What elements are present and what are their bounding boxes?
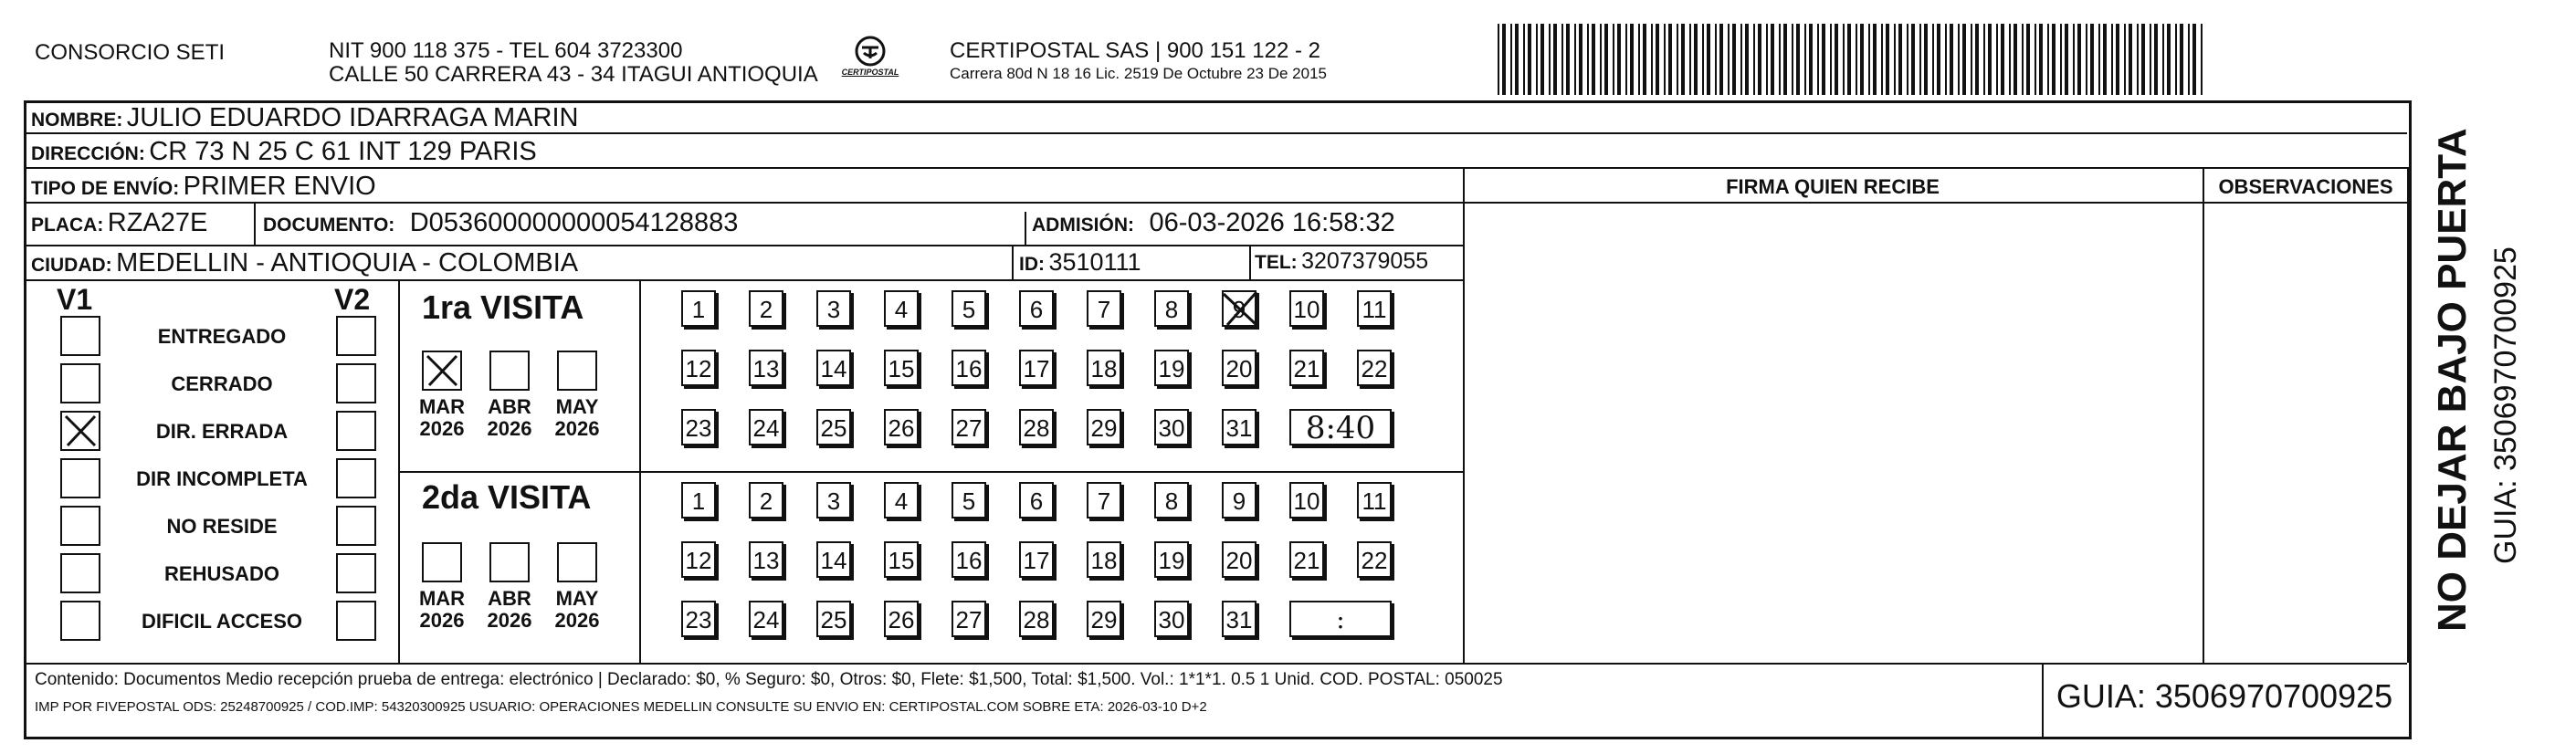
first-visit-day-2[interactable]: 2 (749, 290, 783, 327)
v1-label: V1 (57, 283, 93, 316)
first-visit-day-19[interactable]: 19 (1154, 350, 1189, 386)
first-visit-day-18[interactable]: 18 (1087, 350, 1121, 386)
tipo-envio-field (31, 172, 376, 202)
barcode (1498, 24, 2210, 95)
documento-field (263, 208, 738, 238)
second-visit-month-label (482, 588, 537, 632)
direccion-field (31, 137, 537, 167)
first-visit-day-23[interactable]: 23 (681, 409, 716, 445)
second-visit-title: 2da VISITA (422, 478, 592, 516)
second-visit-day-16[interactable]: 16 (952, 541, 986, 578)
id-field (1019, 248, 1141, 277)
cell-divider (1249, 245, 1251, 279)
second-visit-day-6[interactable]: 6 (1019, 482, 1054, 518)
first-visit-day-24[interactable]: 24 (749, 409, 783, 445)
month-year: 2026 (487, 609, 532, 632)
v2-label: V2 (334, 283, 371, 316)
first-visit-day-30[interactable]: 30 (1154, 409, 1189, 445)
status-label: ENTREGADO (157, 325, 287, 348)
first-visit-day-31[interactable]: 31 (1222, 409, 1256, 445)
status-label: CERRADO (171, 372, 273, 395)
v2-status-checkbox[interactable] (336, 506, 376, 546)
cell-divider (254, 202, 256, 245)
footer-guia: GUIA: 3506970700925 (2056, 677, 2393, 715)
second-visit-day-1[interactable]: 1 (681, 482, 716, 518)
month-name: ABR (488, 395, 531, 418)
ciudad-field (31, 248, 578, 278)
second-visit-month-checkbox[interactable] (489, 542, 530, 582)
column-divider (1463, 167, 1465, 663)
cell-divider (1025, 212, 1026, 245)
admision-label: ADMISIÓN: (1032, 215, 1134, 236)
first-visit-day-26[interactable]: 26 (884, 409, 919, 445)
first-visit-month-label (550, 396, 605, 440)
cell-divider (1012, 245, 1014, 279)
second-visit-day-27[interactable]: 27 (952, 601, 986, 637)
status-label: DIR INCOMPLETA (136, 467, 308, 490)
placa-label: PLACA: (31, 215, 104, 236)
second-visit-day-31[interactable]: 31 (1222, 601, 1256, 637)
v1-status-checkbox[interactable] (60, 553, 100, 593)
second-visit-day-22[interactable]: 22 (1357, 541, 1392, 578)
footer-imp: IMP POR FIVEPOSTAL ODS: 25248700925 / COD.IMP: 54320300925 USUARIO: OPERACIONES MEDELLIN CONSULTE SU ENVIO EN: CERTIPOSTAL.COM SOBRE ETA: 2026-03-10 D+2 (35, 699, 1207, 715)
second-visit-day-21[interactable]: 21 (1289, 541, 1324, 578)
first-visit-day-3[interactable]: 3 (816, 290, 851, 327)
footer-content: Contenido: Documentos Medio recepción prueba de entrega: electrónico | Declarado: $0, % Seguro: $0, Otros: $0, Flete: $1,500, Total: $1,500. Vol.: 1*1*1. 0.5 1 Unid. COD. POSTAL: 050025 (35, 670, 1503, 689)
first-visit-day-29[interactable]: 29 (1087, 409, 1121, 445)
status-label: REHUSADO (164, 562, 279, 585)
admision-value: 06-03-2026 16:58:32 (1149, 208, 1395, 237)
status-label: NO RESIDE (166, 515, 278, 538)
second-visit-day-5[interactable]: 5 (952, 482, 986, 518)
documento-label: DOCUMENTO: (263, 215, 395, 236)
status-label: DIR. ERRADA (155, 420, 289, 443)
month-name: MAY (555, 587, 599, 610)
column-divider (2407, 167, 2409, 663)
second-visit-day-26[interactable]: 26 (884, 601, 919, 637)
tipo-envio-value: PRIMER ENVIO (183, 172, 376, 201)
nombre-value: JULIO EDUARDO IDARRAGA MARIN (126, 103, 579, 132)
second-visit-day-3[interactable]: 3 (816, 482, 851, 518)
first-visit-day-16[interactable]: 16 (952, 350, 986, 386)
month-year: 2026 (419, 609, 465, 632)
second-visit-day-11[interactable]: 11 (1357, 482, 1392, 518)
month-name: MAR (418, 395, 466, 418)
certipostal-logo (838, 33, 902, 88)
second-visit-day-15[interactable]: 15 (884, 541, 919, 578)
second-visit-day-14[interactable]: 14 (816, 541, 851, 578)
logo-text: CERTIPOSTAL (841, 68, 899, 77)
row-divider (24, 279, 1463, 281)
second-visit-day-7[interactable]: 7 (1087, 482, 1121, 518)
ciudad-value: MEDELLIN - ANTIOQUIA - COLOMBIA (116, 248, 579, 278)
footer-divider (24, 663, 2407, 665)
v1-status-checkbox[interactable] (60, 411, 100, 451)
second-visit-day-2[interactable]: 2 (749, 482, 783, 518)
first-visit-time[interactable]: 8:40 (1289, 409, 1392, 445)
first-visit-day-13[interactable]: 13 (749, 350, 783, 386)
admision-field (1032, 208, 1395, 238)
id-label: ID: (1019, 254, 1045, 275)
first-visit-month-checkbox[interactable] (422, 351, 462, 391)
first-visit-day-22[interactable]: 22 (1357, 350, 1392, 386)
nombre-label: NOMBRE: (31, 110, 123, 131)
row-divider (24, 245, 1463, 246)
direccion-label: DIRECCIÓN: (31, 143, 145, 164)
visits-divider (398, 471, 1463, 473)
column-divider (2203, 167, 2204, 663)
v2-status-checkbox[interactable] (336, 411, 376, 451)
v1-status-checkbox[interactable] (60, 458, 100, 498)
second-visit-day-9[interactable]: 9 (1222, 482, 1256, 518)
first-visit-day-4[interactable]: 4 (884, 290, 919, 327)
second-visit-day-20[interactable]: 20 (1222, 541, 1256, 578)
tel-value: 3207379055 (1301, 248, 1429, 274)
first-visit-title: 1ra VISITA (422, 288, 584, 326)
v2-status-checkbox[interactable] (336, 363, 376, 403)
first-visit-day-28[interactable]: 28 (1019, 409, 1054, 445)
first-visit-day-9[interactable]: 9 (1222, 290, 1256, 327)
first-visit-day-14[interactable]: 14 (816, 350, 851, 386)
first-visit-month-label (482, 396, 537, 440)
first-visit-day-15[interactable]: 15 (884, 350, 919, 386)
tel-field (1255, 248, 1428, 275)
status-label: DIFICIL ACCESO (141, 610, 302, 633)
guia-vertical: GUIA: 3506970700925 (2488, 246, 2523, 564)
nombre-field (31, 103, 578, 133)
v2-status-checkbox[interactable] (336, 316, 376, 356)
month-year: 2026 (554, 609, 600, 632)
month-name: ABR (488, 587, 531, 610)
second-visit-day-12[interactable]: 12 (681, 541, 716, 578)
direccion-value: CR 73 N 25 C 61 INT 129 PARIS (149, 137, 537, 166)
first-visit-day-27[interactable]: 27 (952, 409, 986, 445)
placa-value: RZA27E (107, 208, 208, 237)
row-divider (24, 202, 1463, 204)
first-visit-month-checkbox[interactable] (557, 351, 597, 391)
v1-status-checkbox[interactable] (60, 601, 100, 641)
second-visit-day-28[interactable]: 28 (1019, 601, 1054, 637)
tipo-envio-label: TIPO DE ENVÍO: (31, 178, 180, 199)
second-visit-day-30[interactable]: 30 (1154, 601, 1189, 637)
first-visit-day-21[interactable]: 21 (1289, 350, 1324, 386)
certipostal-line-1: CERTIPOSTAL SAS | 900 151 122 - 2 (950, 38, 1320, 63)
first-visit-day-10[interactable]: 10 (1289, 290, 1324, 327)
second-visit-day-4[interactable]: 4 (884, 482, 919, 518)
ciudad-label: CIUDAD: (31, 255, 112, 276)
first-visit-day-6[interactable]: 6 (1019, 290, 1054, 327)
certipostal-line-2: Carrera 80d N 18 16 Lic. 2519 De Octubre 23 De 2015 (950, 65, 1327, 82)
v2-status-checkbox[interactable] (336, 458, 376, 498)
first-visit-day-8[interactable]: 8 (1154, 290, 1189, 327)
second-visit-day-23[interactable]: 23 (681, 601, 716, 637)
month-year: 2026 (487, 417, 532, 440)
month-name: MAR (418, 587, 466, 610)
tel-label: TEL: (1255, 252, 1298, 273)
second-visit-month-label (415, 588, 469, 632)
id-value: 3510111 (1048, 248, 1141, 276)
second-visit-time[interactable]: : (1289, 601, 1392, 637)
observaciones-header: OBSERVACIONES (2218, 175, 2393, 198)
first-visit-day-11[interactable]: 11 (1357, 290, 1392, 327)
month-year: 2026 (419, 417, 465, 440)
first-visit-day-5[interactable]: 5 (952, 290, 986, 327)
row-divider (24, 167, 2407, 169)
placa-field (31, 208, 207, 238)
v1-status-checkbox[interactable] (60, 316, 100, 356)
second-visit-day-10[interactable]: 10 (1289, 482, 1324, 518)
company-name: CONSORCIO SETI (35, 40, 226, 65)
first-visit-day-12[interactable]: 12 (681, 350, 716, 386)
second-visit-month-label (550, 588, 605, 632)
second-visit-day-24[interactable]: 24 (749, 601, 783, 637)
first-visit-day-7[interactable]: 7 (1087, 290, 1121, 327)
month-year: 2026 (554, 417, 600, 440)
firma-header: FIRMA QUIEN RECIBE (1726, 175, 1940, 198)
first-visit-day-20[interactable]: 20 (1222, 350, 1256, 386)
certipostal-logo-icon (838, 33, 902, 88)
month-name: MAY (555, 395, 599, 418)
v2-status-checkbox[interactable] (336, 601, 376, 641)
documento-value: D053600000000054128883 (409, 208, 739, 237)
second-visit-month-checkbox[interactable] (422, 542, 462, 582)
no-dejar-bajo-puerta: NO DEJAR BAJO PUERTA (2430, 128, 2475, 632)
column-header-divider (1463, 202, 2409, 204)
second-visit-day-25[interactable]: 25 (816, 601, 851, 637)
v1-status-checkbox[interactable] (60, 363, 100, 403)
second-visit-day-19[interactable]: 19 (1154, 541, 1189, 578)
nit-line-1: NIT 900 118 375 - TEL 604 3723300 (329, 38, 683, 63)
first-visit-day-25[interactable]: 25 (816, 409, 851, 445)
v1-status-checkbox[interactable] (60, 506, 100, 546)
second-visit-month-checkbox[interactable] (557, 542, 597, 582)
second-visit-day-17[interactable]: 17 (1019, 541, 1054, 578)
first-visit-day-17[interactable]: 17 (1019, 350, 1054, 386)
v2-status-checkbox[interactable] (336, 553, 376, 593)
second-visit-day-18[interactable]: 18 (1087, 541, 1121, 578)
nit-line-2: CALLE 50 CARRERA 43 - 34 ITAGUI ANTIOQUIA (329, 62, 818, 87)
second-visit-day-8[interactable]: 8 (1154, 482, 1189, 518)
second-visit-day-29[interactable]: 29 (1087, 601, 1121, 637)
first-visit-month-label (415, 396, 469, 440)
second-visit-day-13[interactable]: 13 (749, 541, 783, 578)
first-visit-month-checkbox[interactable] (489, 351, 530, 391)
first-visit-day-1[interactable]: 1 (681, 290, 716, 327)
